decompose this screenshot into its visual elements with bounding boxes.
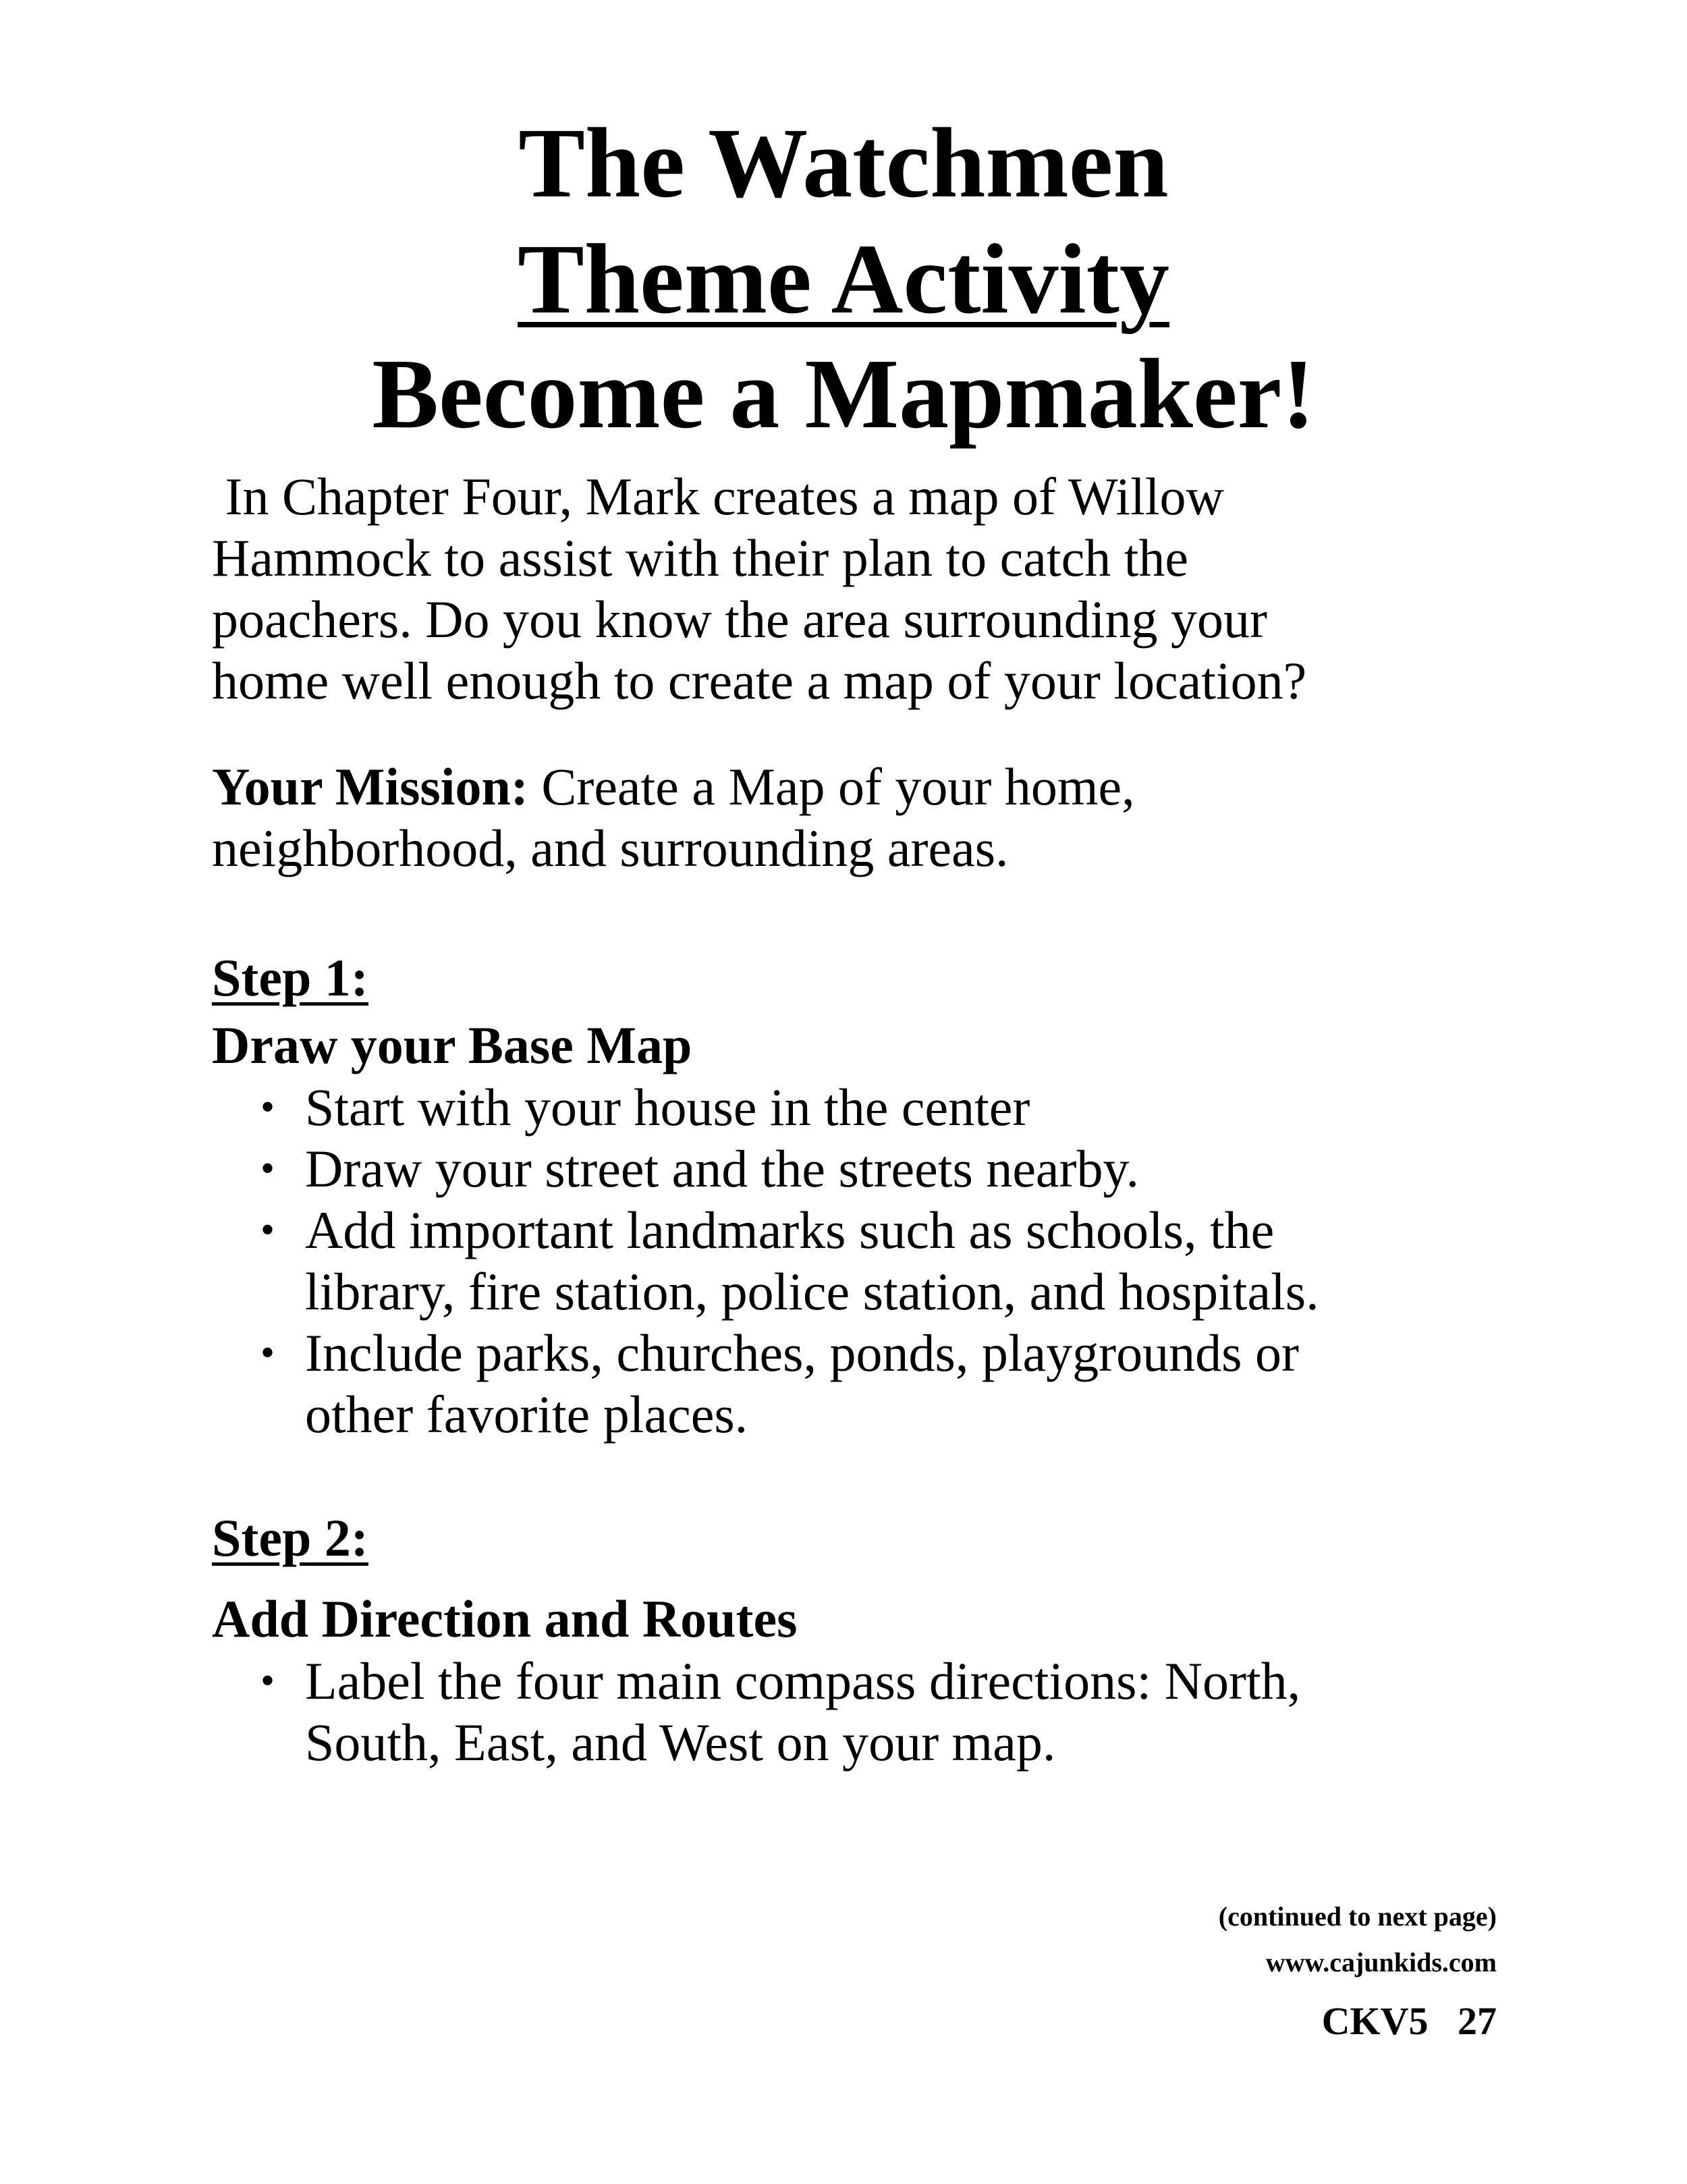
- list-item-text: Draw your street and the streets nearby.: [305, 1139, 1139, 1198]
- step-1-heading: Draw your Base Map: [212, 1016, 692, 1074]
- bullet-icon: •: [260, 1146, 275, 1191]
- list-item: [256, 1322, 1485, 1445]
- list-item: [256, 1076, 1485, 1138]
- mission-line: [212, 756, 1494, 817]
- step-2-list: [256, 1650, 1485, 1773]
- list-item: [256, 1650, 1485, 1773]
- bullet-icon: •: [260, 1658, 275, 1703]
- bullet-icon: •: [260, 1207, 275, 1252]
- intro-line: poachers. Do you know the area surrounding your: [212, 590, 1267, 649]
- bullet-icon: •: [260, 1330, 275, 1375]
- continued-note: (continued to next page): [1218, 1901, 1497, 1932]
- list-item-text: South, East, and West on your map.: [305, 1713, 1056, 1772]
- title-theme-activity: [0, 224, 1687, 335]
- bullet-icon: •: [260, 1085, 275, 1129]
- list-item-text: other favorite places.: [305, 1385, 748, 1444]
- list-item-text: Start with your house in the center: [305, 1078, 1030, 1137]
- mission-lead: Your Mission:: [212, 757, 528, 816]
- mission-paragraph: [212, 756, 1494, 879]
- step-2-heading: Add Direction and Routes: [212, 1589, 798, 1648]
- website-link[interactable]: www.cajunkids.com: [1265, 1947, 1497, 1977]
- list-item-text: Add important landmarks such as schools, the: [305, 1201, 1275, 1259]
- title-theme-activity-text: Theme Activity: [518, 224, 1169, 335]
- list-item-text: Include parks, churches, ponds, playgrounds or: [305, 1323, 1299, 1382]
- step-1-list: [256, 1076, 1485, 1445]
- intro-line: In Chapter Four, Mark creates a map of Willow: [212, 467, 1224, 526]
- intro-paragraph: [212, 466, 1494, 711]
- list-item: [256, 1199, 1485, 1322]
- step-1-label: Step 1:: [212, 948, 368, 1007]
- intro-line: home well enough to create a map of your location?: [212, 651, 1307, 710]
- mission-line: neighborhood, and surrounding areas.: [212, 819, 1009, 877]
- list-item: [256, 1138, 1485, 1199]
- step-2-label: Step 2:: [212, 1508, 368, 1567]
- list-item-text: Label the four main compass directions: North,: [305, 1651, 1301, 1710]
- page-number: CKV5 27: [1321, 1999, 1497, 2043]
- mission-text: Create a Map of your home,: [528, 757, 1135, 816]
- title-become-a-mapmaker: Become a Mapmaker!: [372, 339, 1315, 449]
- list-item-text: library, fire station, police station, and hospitals.: [305, 1262, 1319, 1321]
- intro-line: Hammock to assist with their plan to catch the: [212, 528, 1188, 587]
- title-the-watchmen: The Watchmen: [518, 108, 1169, 219]
